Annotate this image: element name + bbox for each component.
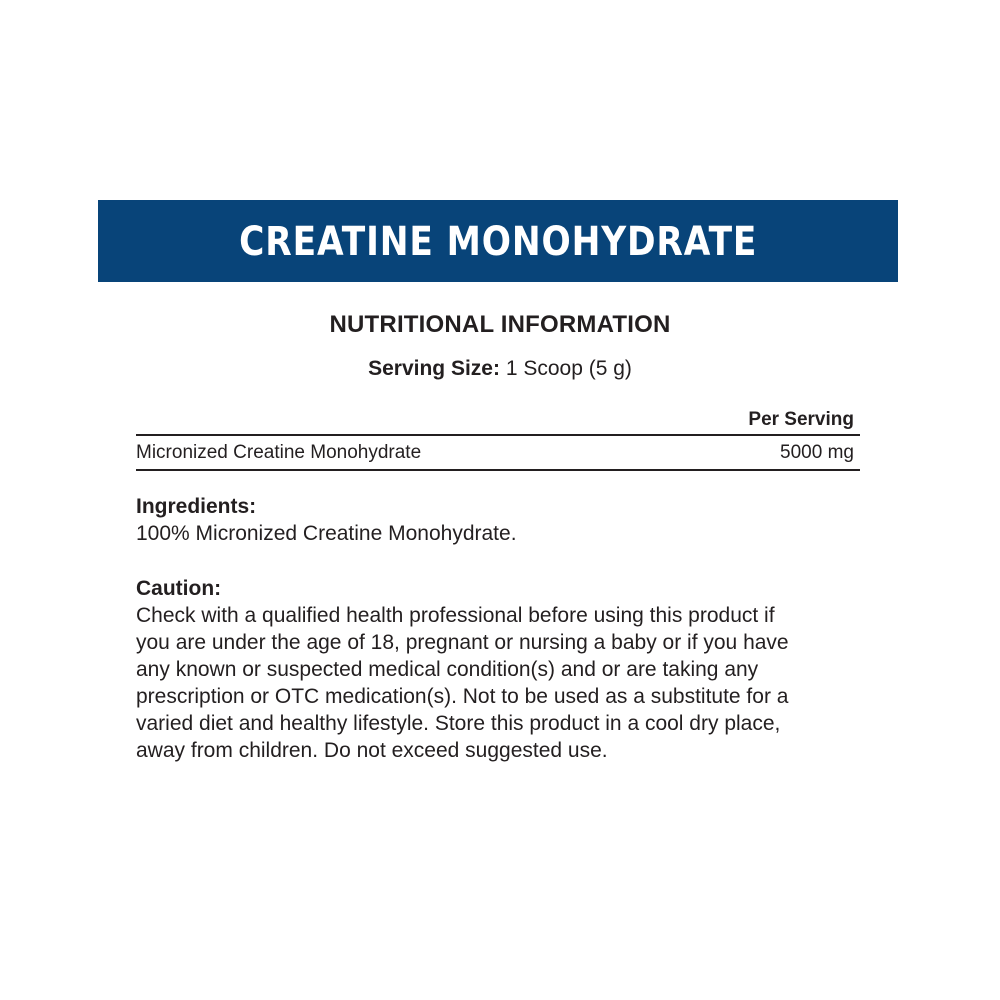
nutrient-amount: 5000 mg (780, 442, 854, 463)
ingredients-section (136, 493, 866, 547)
nutrient-name: Micronized Creatine Monohydrate (136, 442, 422, 463)
nutrition-title: NUTRITIONAL INFORMATION (329, 311, 671, 338)
per-serving-header: Per Serving (136, 406, 860, 436)
serving-size-label: Serving Size: (368, 357, 500, 380)
product-banner (98, 200, 898, 282)
table-row (136, 436, 860, 471)
caution-heading: Caution: (136, 577, 222, 600)
caution-text: Check with a qualified health professional before using this product if you are under the age of 18, pregnant or nursing a baby or if you have any known or suspected medical condition(s) and or are taking any prescription or OTC medication(s). Not to be used as a substitute for a varied diet and healthy lifestyle. Store this product in a cool dry place, away from children. Do not exceed suggested use. (136, 604, 789, 762)
ingredients-text: 100% Micronized Creatine Monohydrate. (136, 522, 517, 545)
serving-size-value: 1 Scoop (5 g) (505, 357, 632, 380)
ingredients-heading: Ingredients: (136, 495, 257, 518)
caution-section (136, 575, 866, 764)
serving-size (0, 357, 1000, 381)
product-title: CREATINE MONOHYDRATE (238, 219, 758, 265)
nutrition-table (136, 406, 860, 471)
